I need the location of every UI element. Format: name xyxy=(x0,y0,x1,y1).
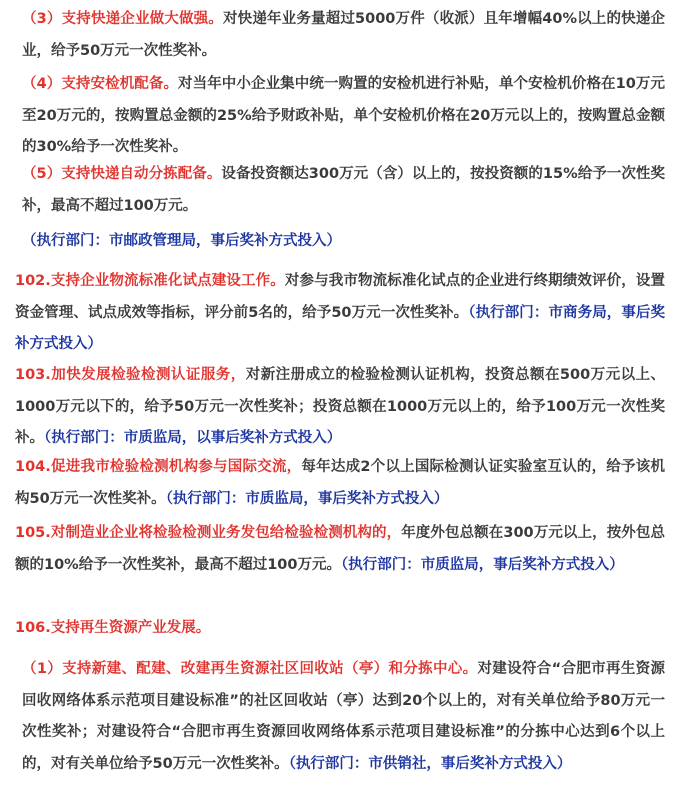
executing-department: （执行部门：市质监局，事后奖补方式投入） xyxy=(165,490,449,507)
paragraph-body: 每年达成2个以上国际检测认证实验室互认的，给予该机构50万元一次性奖补。 xyxy=(15,459,665,507)
paragraph-heading: 104.促进我市检验检测机构参与国际交流， xyxy=(15,459,302,475)
paragraph-body: 年度外包总额在300万元以上，按外包总额的10%给予一次性奖补，最高不超过100万元。 xyxy=(15,525,665,573)
paragraph-heading: （5）支持快递自动分拣配备。 xyxy=(22,166,222,182)
paragraph-3-express-enterprise xyxy=(15,4,665,67)
paragraph-body: 对新注册成立的检验检测认证机构，投资总额在500万元以上、1000万元以下的，给予50万元一次性奖补；投资总额在1000万元以上的，给予100万元一次性奖补。 xyxy=(15,367,665,446)
paragraph-5-auto-sorting xyxy=(15,159,665,222)
paragraph-heading: 103.加快发展检验检测认证服务， xyxy=(15,367,246,383)
paragraph-heading: （4）支持安检机配备。 xyxy=(22,76,179,92)
paragraph-heading: 102.支持企业物流标准化试点建设工作。 xyxy=(15,273,285,289)
executing-department: （执行部门：市质监局，事后奖补方式投入） xyxy=(340,556,624,573)
paragraph-body: 对当年中小企业集中统一购置的安检机进行补贴，单个安检机价格在10万元至20万元的，按购置总金额的25%给予财政补贴，单个安检机价格在20万元以上的，按购置总金额的30%给予一次性奖补。 xyxy=(22,76,665,155)
paragraph-106-renewable-resources xyxy=(15,613,665,645)
paragraph-heading: （3）支持快递企业做大做强。 xyxy=(22,11,223,27)
paragraph-102-logistics-standard xyxy=(15,266,665,361)
paragraph-103-inspection-certification xyxy=(15,360,665,455)
paragraph-body: 设备投资额达300万元（含）以上的，按投资额的15%给予一次性奖补，最高不超过100万元。 xyxy=(22,166,665,214)
paragraph-104-international-exchange xyxy=(15,452,665,515)
paragraph-heading: 106.支持再生资源产业发展。 xyxy=(15,620,211,636)
paragraph-body: 对快递年业务量超过5000万件（收派）且年增幅40%以上的快递企业，给予50万元一次性奖补。 xyxy=(22,11,665,59)
paragraph-106-1-recycling-stations xyxy=(15,654,665,780)
executing-department: （执行部门：市质监局，以事后奖补方式投入） xyxy=(44,430,342,446)
paragraph-heading: （1）支持新建、配建、改建再生资源社区回收站（亭）和分拣中心。 xyxy=(22,661,478,677)
paragraph-105-manufacturing-outsourcing xyxy=(15,518,665,581)
executing-department: （执行部门：市邮政管理局，事后奖补方式投入） xyxy=(22,233,341,249)
paragraph-body: 对参与我市物流标准化试点的企业进行终期绩效评价，设置资金管理、试点成效等指标，评分前5名的，给予50万元一次性奖补。 xyxy=(15,273,665,321)
paragraph-body: 对建设符合“合肥市再生资源回收网络体系示范项目建设标准”的社区回收站（亭）达到20个以上的，对有关单位给予80万元一次性奖补；对建设符合“合肥市再生资源回收网络体系示范项目建设标准”的分拣中心达到6个以上的，对有关单位给予50万元一次性奖补。 xyxy=(22,661,665,772)
executing-department: （执行部门：市供销社，事后奖补方式投入） xyxy=(288,755,572,772)
paragraph-4-security-scanner xyxy=(15,69,665,164)
paragraph-heading: 105.对制造业企业将检验检测业务发包给检验检测机构的， xyxy=(15,525,402,541)
executing-department: （执行部门：市商务局，事后奖补方式投入） xyxy=(15,304,666,352)
paragraph-executing-dept-postal xyxy=(15,226,665,258)
